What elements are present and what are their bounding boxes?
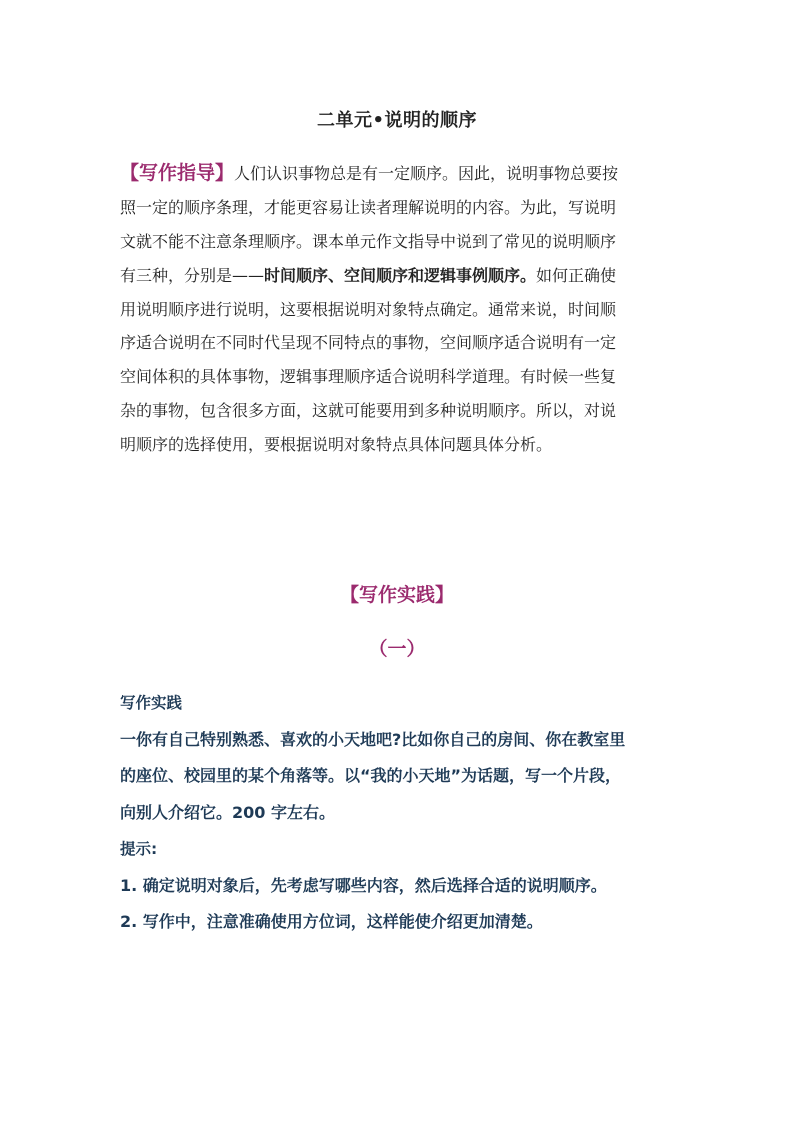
guide-text: 人们认识事物总是有一定顺序。因此，说明事物总要按	[234, 164, 619, 183]
hint-label: 提示:	[120, 840, 158, 858]
task-label: 写作实践	[120, 694, 183, 712]
task-line: 向别人介绍它。200 字左右。	[120, 802, 335, 822]
practice-task	[120, 688, 700, 944]
guide-line: 用说明顺序进行说明，这要根据说明对象特点确定。通常来说，时间顺	[120, 299, 617, 319]
guide-line: 照一定的顺序条理，才能更容易让读者理解说明的内容。为此，写说明	[120, 197, 617, 217]
guide-line: 文就不能不注意条理顺序。课本单元作文指导中说到了常见的说明顺序	[120, 231, 617, 251]
practice-heading: 【写作实践】	[339, 584, 454, 606]
guide-line	[120, 157, 680, 191]
guide-line: 序适合说明在不同时代呈现不同特点的事物，空间顺序适合说明有一定	[120, 333, 617, 353]
task-line: 一你有自己特别熟悉、喜欢的小天地吧?比如你自己的房间、你在教室里	[120, 729, 626, 749]
guide-emphasis: 时间顺序、空间顺序和逻辑事例顺序。	[264, 265, 537, 285]
guide-line: 明顺序的选择使用，要根据说明对象特点具体问题具体分析。	[120, 435, 553, 455]
guide-line: 杂的事物，包含很多方面，这就可能要用到多种说明顺序。所以，对说	[120, 401, 617, 421]
page-title: 二单元•说明的顺序	[316, 110, 477, 131]
hint-item: 1. 确定说明对象后，先考虑写哪些内容，然后选择合适的说明顺序。	[120, 875, 607, 895]
guide-line	[120, 259, 680, 293]
practice-number: （一）	[368, 638, 426, 660]
writing-guide-paragraph	[120, 157, 680, 462]
guide-line: 空间体积的具体事物，逻辑事理顺序适合说明科学道理。有时候一些复	[120, 367, 617, 387]
guide-text: 有三种，分别是——	[120, 265, 265, 285]
task-line: 的座位、校园里的某个角落等。以“我的小天地”为话题，写一个片段，	[120, 766, 622, 785]
hint-item: 2. 写作中，注意准确使用方位词，这样能使介绍更加清楚。	[120, 912, 543, 931]
guide-text: 如何正确使	[536, 265, 617, 285]
guide-heading: 【写作指导】	[120, 162, 235, 184]
